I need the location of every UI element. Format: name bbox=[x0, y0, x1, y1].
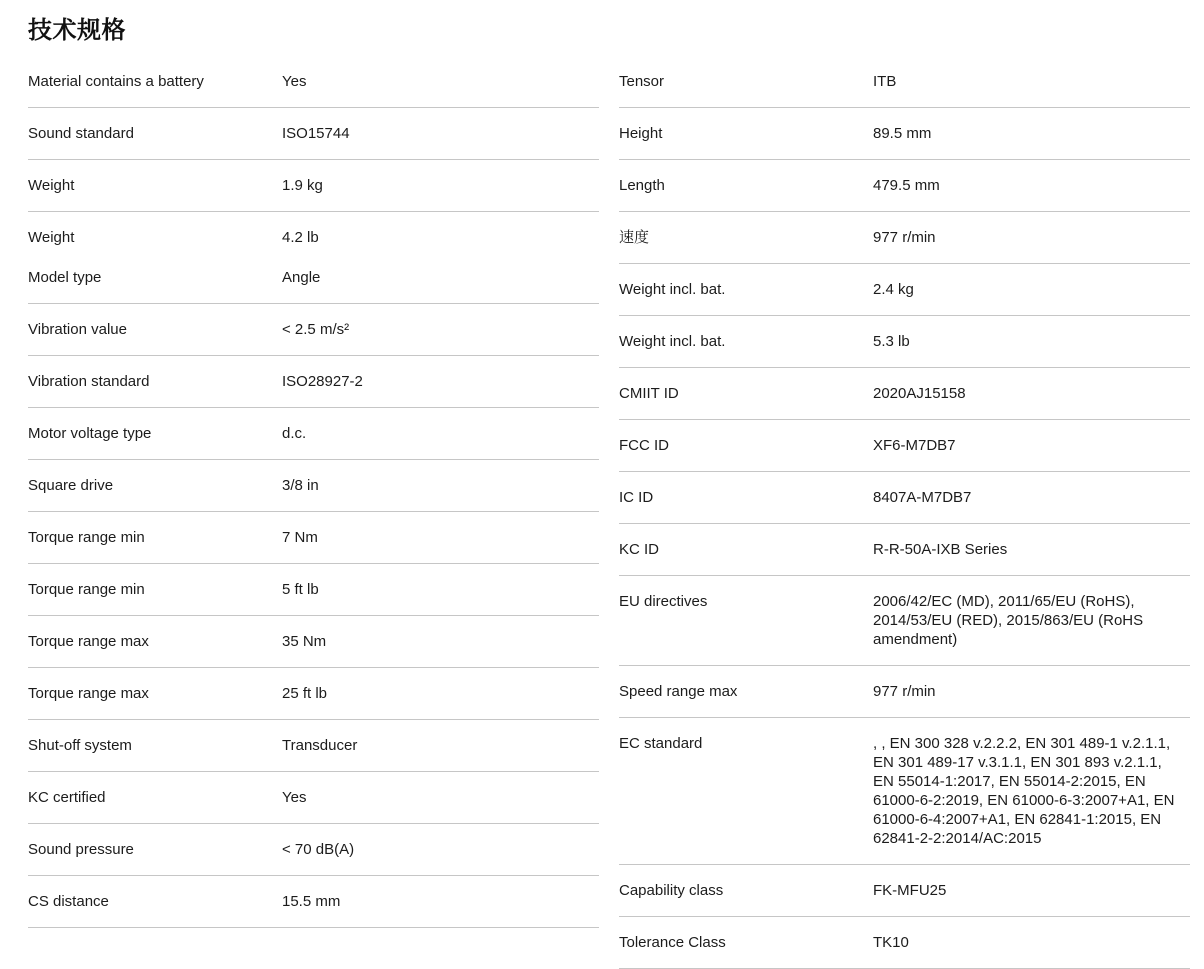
spec-label: Square drive bbox=[28, 477, 114, 494]
spec-value: 2.4 kg bbox=[873, 281, 914, 298]
spec-row bbox=[619, 212, 1190, 264]
spec-row bbox=[28, 772, 599, 824]
spec-pair bbox=[619, 332, 1190, 351]
spec-row bbox=[28, 512, 599, 564]
spec-pair bbox=[28, 424, 599, 443]
spec-row bbox=[28, 564, 599, 616]
spec-row bbox=[28, 56, 599, 108]
spec-pair bbox=[619, 280, 1190, 299]
spec-pair bbox=[28, 892, 599, 911]
spec-label: 速度 bbox=[619, 229, 650, 246]
spec-label: Torque range min bbox=[28, 529, 145, 546]
spec-value: < 2.5 m/s² bbox=[282, 321, 350, 338]
spec-value: d.c. bbox=[282, 425, 307, 442]
spec-value: XF6-M7DB7 bbox=[873, 437, 956, 454]
spec-row bbox=[619, 368, 1190, 420]
spec-pair bbox=[28, 372, 599, 391]
spec-pair bbox=[619, 72, 1190, 91]
spec-label: Length bbox=[619, 177, 665, 194]
spec-row bbox=[619, 108, 1190, 160]
spec-pair bbox=[619, 176, 1190, 195]
spec-value: ISO15744 bbox=[282, 125, 350, 142]
spec-value: 15.5 mm bbox=[282, 893, 341, 910]
spec-value: ISO28927-2 bbox=[282, 373, 363, 390]
spec-label: Sound pressure bbox=[28, 841, 134, 858]
spec-label: Tolerance Class bbox=[619, 934, 726, 951]
spec-pair bbox=[619, 540, 1190, 559]
spec-row bbox=[28, 668, 599, 720]
spec-row bbox=[28, 408, 599, 460]
spec-label: CS distance bbox=[28, 893, 109, 910]
spec-row bbox=[28, 720, 599, 772]
spec-value: Angle bbox=[282, 269, 321, 286]
spec-value: 2020AJ15158 bbox=[873, 385, 966, 402]
spec-label: Torque range min bbox=[28, 581, 145, 598]
spec-label: IC ID bbox=[619, 489, 654, 506]
spec-row bbox=[28, 108, 599, 160]
spec-value: 5 ft lb bbox=[282, 581, 319, 598]
spec-pair bbox=[28, 736, 599, 755]
spec-label: Shut-off system bbox=[28, 737, 132, 754]
spec-row bbox=[619, 56, 1190, 108]
spec-label: EC standard bbox=[619, 735, 703, 752]
spec-label: Vibration standard bbox=[28, 373, 150, 390]
spec-row bbox=[619, 316, 1190, 368]
spec-pair bbox=[28, 528, 599, 547]
spec-label: Vibration value bbox=[28, 321, 127, 338]
spec-label: Material contains a battery bbox=[28, 73, 204, 90]
spec-label: Sound standard bbox=[28, 125, 134, 142]
spec-row bbox=[619, 160, 1190, 212]
spec-pair bbox=[619, 384, 1190, 403]
spec-label: Model type bbox=[28, 269, 102, 286]
spec-label: Tensor bbox=[619, 73, 665, 90]
spec-label: KC certified bbox=[28, 789, 106, 806]
spec-pair bbox=[619, 436, 1190, 455]
spec-label: Weight bbox=[28, 177, 75, 194]
spec-column-right bbox=[619, 56, 1190, 969]
spec-label: Height bbox=[619, 125, 663, 142]
spec-pair bbox=[28, 840, 599, 859]
spec-value: 25 ft lb bbox=[282, 685, 328, 702]
spec-label: Torque range max bbox=[28, 633, 149, 650]
spec-row bbox=[28, 356, 599, 408]
spec-row bbox=[619, 264, 1190, 316]
spec-label: EU directives bbox=[619, 593, 708, 610]
spec-value: 89.5 mm bbox=[873, 125, 932, 142]
spec-pair bbox=[28, 72, 599, 91]
spec-value: 977 r/min bbox=[873, 683, 936, 700]
spec-label: CMIIT ID bbox=[619, 385, 679, 402]
spec-row bbox=[619, 472, 1190, 524]
spec-value: 2006/42/EC (MD), 2011/65/EU (RoHS), 2014/53/EU (RED), 2015/863/EU (RoHS amendment) bbox=[873, 593, 1144, 648]
spec-label: Weight incl. bat. bbox=[619, 333, 726, 350]
spec-value: R-R-50A-IXB Series bbox=[873, 541, 1008, 558]
spec-row bbox=[619, 917, 1190, 969]
spec-value: TK10 bbox=[873, 934, 909, 951]
page-title: 技术规格 bbox=[28, 17, 126, 44]
spec-pair bbox=[619, 124, 1190, 143]
spec-value: FK-MFU25 bbox=[873, 882, 947, 899]
spec-value: 5.3 lb bbox=[873, 333, 910, 350]
spec-label: Weight incl. bat. bbox=[619, 281, 726, 298]
spec-row bbox=[619, 524, 1190, 576]
spec-value: 479.5 mm bbox=[873, 177, 940, 194]
spec-table bbox=[28, 56, 1190, 969]
spec-pair bbox=[619, 488, 1190, 507]
spec-label: Weight bbox=[28, 229, 75, 246]
spec-value: 4.2 lb bbox=[282, 229, 319, 246]
spec-pair bbox=[28, 228, 599, 247]
spec-row bbox=[28, 824, 599, 876]
spec-row bbox=[28, 160, 599, 212]
spec-row bbox=[619, 420, 1190, 472]
spec-label: FCC ID bbox=[619, 437, 669, 454]
spec-column-left bbox=[28, 56, 599, 928]
spec-value: 35 Nm bbox=[282, 633, 327, 650]
spec-pair bbox=[28, 632, 599, 651]
spec-value: 7 Nm bbox=[282, 529, 318, 546]
spec-pair bbox=[28, 684, 599, 703]
spec-pair bbox=[28, 788, 599, 807]
spec-value: Transducer bbox=[282, 737, 358, 754]
spec-row bbox=[619, 576, 1190, 666]
spec-pair bbox=[28, 320, 599, 339]
spec-pair bbox=[28, 580, 599, 599]
spec-row bbox=[28, 212, 599, 304]
spec-row bbox=[619, 666, 1190, 718]
spec-label: Capability class bbox=[619, 882, 724, 899]
spec-pair bbox=[28, 268, 599, 287]
spec-label: Motor voltage type bbox=[28, 425, 152, 442]
spec-label: Torque range max bbox=[28, 685, 149, 702]
spec-value: Yes bbox=[282, 789, 307, 806]
spec-row bbox=[28, 460, 599, 512]
spec-row bbox=[619, 718, 1190, 865]
spec-pair bbox=[619, 682, 1190, 701]
spec-pair bbox=[619, 734, 1190, 848]
spec-row bbox=[28, 876, 599, 928]
spec-value: 3/8 in bbox=[282, 477, 319, 494]
spec-label: KC ID bbox=[619, 541, 660, 558]
spec-row bbox=[619, 865, 1190, 917]
spec-value: ITB bbox=[873, 73, 897, 90]
spec-pair bbox=[28, 176, 599, 195]
spec-value: Yes bbox=[282, 73, 307, 90]
spec-value: 1.9 kg bbox=[282, 177, 323, 194]
spec-label: Speed range max bbox=[619, 683, 738, 700]
spec-value: 8407A-M7DB7 bbox=[873, 489, 972, 506]
spec-row bbox=[28, 304, 599, 356]
spec-value: , , EN 300 328 v.2.2.2, EN 301 489-1 v.2.1.1, EN 301 489-17 v.3.1.1, EN 301 893 v.2.1.1, EN 55014-1:2017, EN 55014-2:2015, EN 61000-6-2:2019, EN 61000-6-3:2007+A1, EN 61000-6-4:2007+A1, EN 62841-1:2015, EN 62841-2-2:2014/AC:2015 bbox=[873, 735, 1175, 847]
spec-row bbox=[28, 616, 599, 668]
spec-pair bbox=[28, 476, 599, 495]
spec-value: < 70 dB(A) bbox=[282, 841, 355, 858]
spec-pair bbox=[619, 933, 1190, 952]
spec-value: 977 r/min bbox=[873, 229, 936, 246]
spec-pair bbox=[619, 592, 1190, 649]
spec-pair bbox=[28, 124, 599, 143]
spec-pair bbox=[619, 881, 1190, 900]
spec-pair bbox=[619, 228, 1190, 247]
